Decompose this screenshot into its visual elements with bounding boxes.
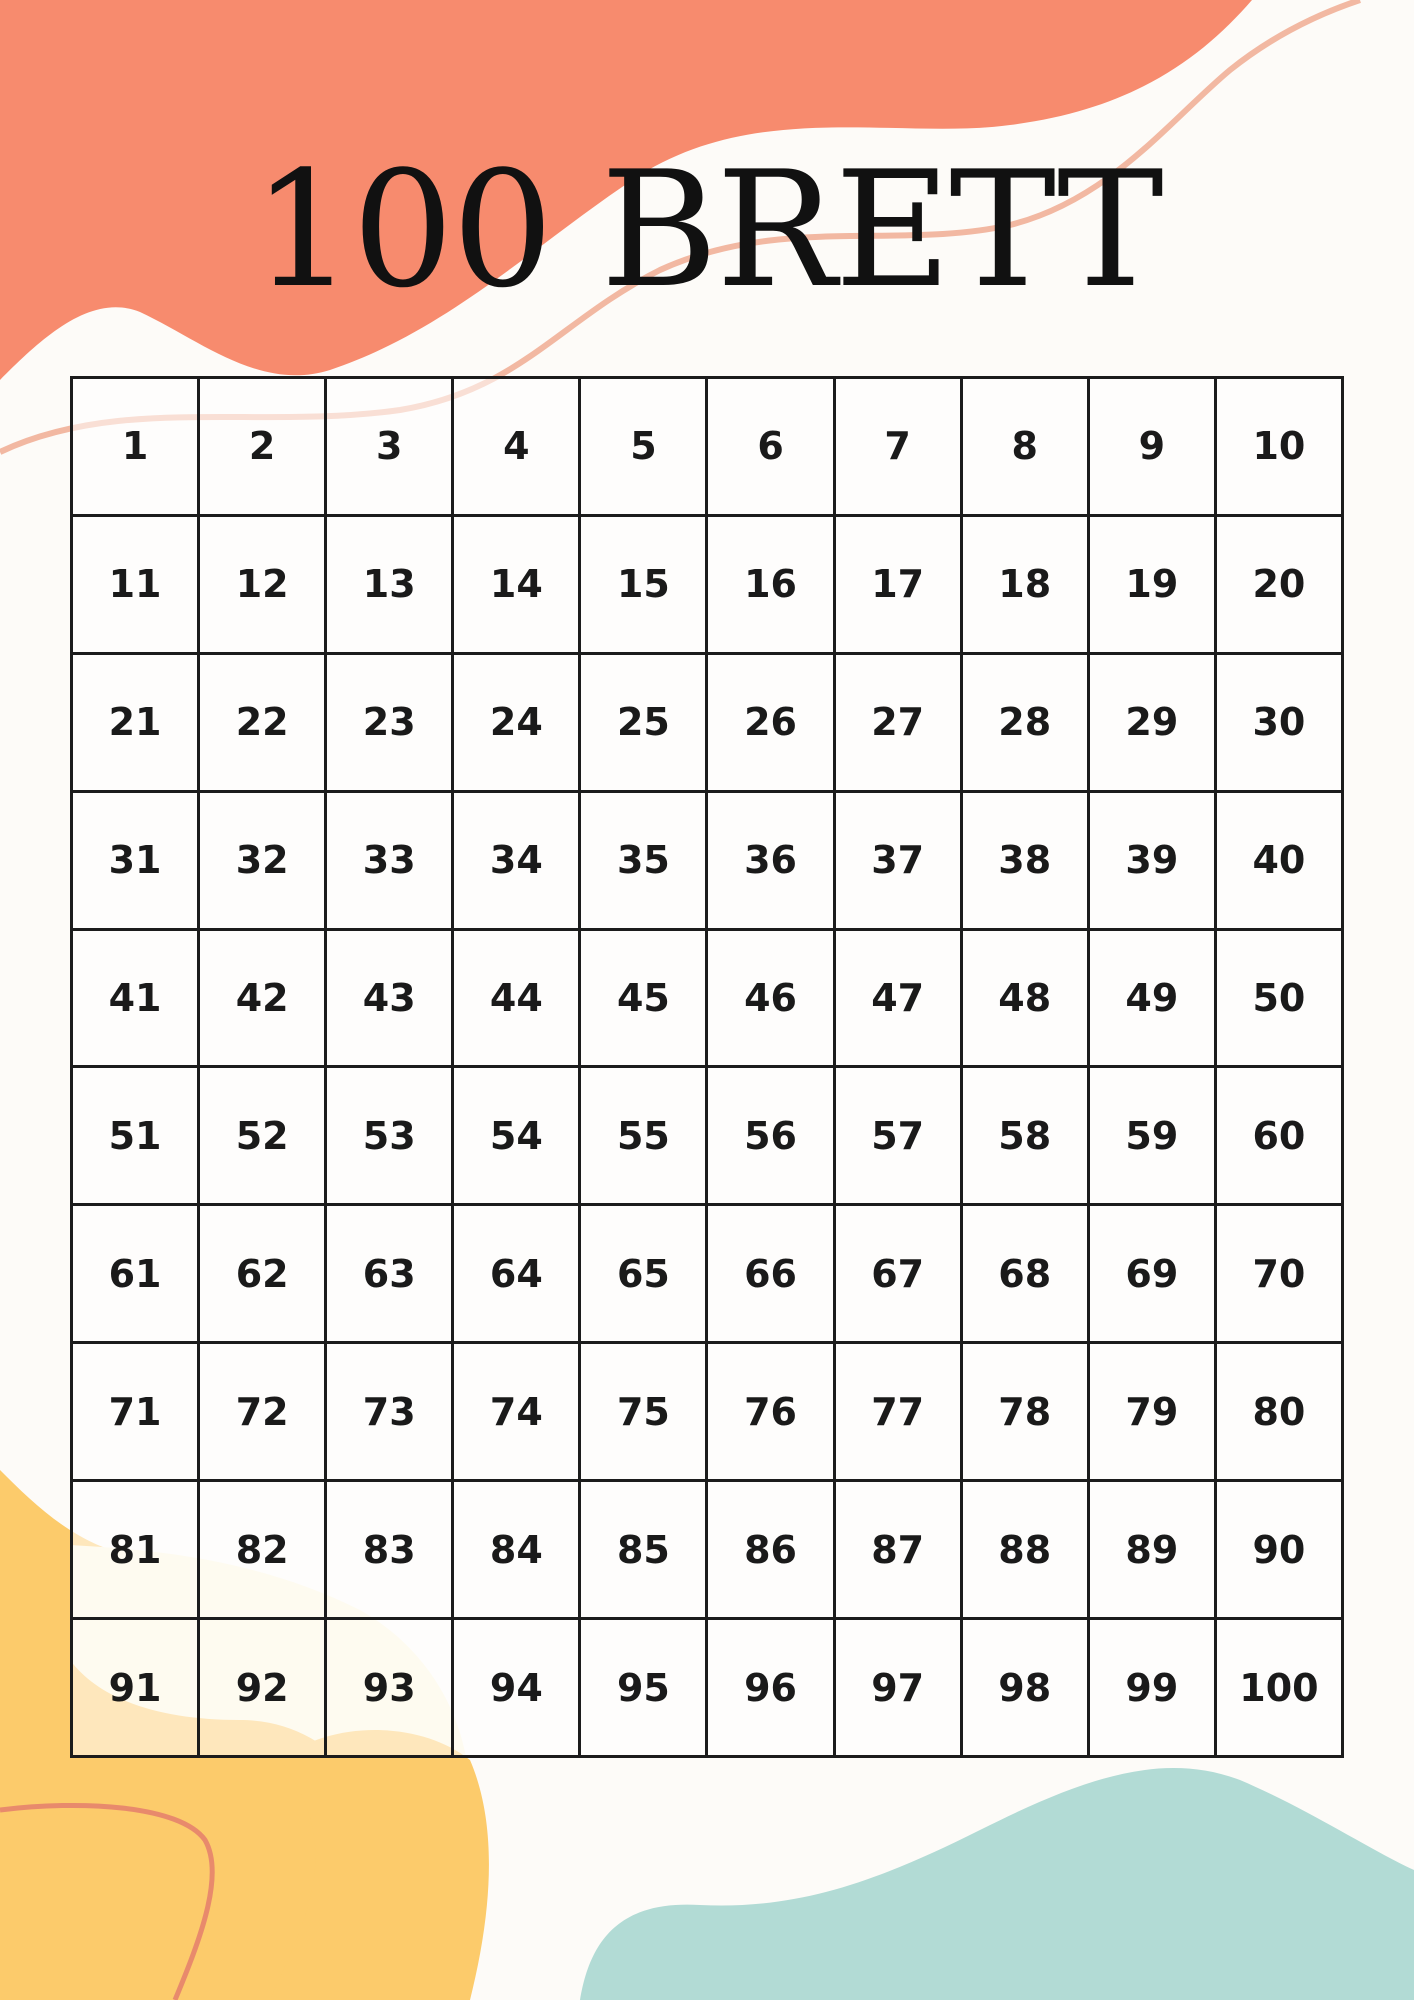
number-cell: 87 (836, 1482, 963, 1620)
number-cell: 73 (327, 1344, 454, 1482)
number-cell: 60 (1217, 1068, 1344, 1206)
number-cell: 4 (454, 379, 581, 517)
number-cell: 95 (581, 1620, 708, 1758)
number-cell: 89 (1090, 1482, 1217, 1620)
number-cell: 3 (327, 379, 454, 517)
hundred-board-grid (70, 376, 1344, 1758)
number-cell: 59 (1090, 1068, 1217, 1206)
number-cell: 19 (1090, 517, 1217, 655)
number-cell: 53 (327, 1068, 454, 1206)
number-cell: 65 (581, 1206, 708, 1344)
number-cell: 98 (963, 1620, 1090, 1758)
number-cell: 15 (581, 517, 708, 655)
number-cell: 82 (200, 1482, 327, 1620)
number-cell: 58 (963, 1068, 1090, 1206)
number-cell: 66 (708, 1206, 835, 1344)
number-cell: 32 (200, 793, 327, 931)
number-cell: 54 (454, 1068, 581, 1206)
number-cell: 90 (1217, 1482, 1344, 1620)
number-cell: 12 (200, 517, 327, 655)
number-cell: 62 (200, 1206, 327, 1344)
number-cell: 49 (1090, 931, 1217, 1069)
number-cell: 74 (454, 1344, 581, 1482)
number-cell: 45 (581, 931, 708, 1069)
number-cell: 37 (836, 793, 963, 931)
number-cell: 57 (836, 1068, 963, 1206)
number-cell: 55 (581, 1068, 708, 1206)
number-cell: 20 (1217, 517, 1344, 655)
number-cell: 18 (963, 517, 1090, 655)
number-cell: 68 (963, 1206, 1090, 1344)
number-cell: 47 (836, 931, 963, 1069)
number-cell: 51 (73, 1068, 200, 1206)
number-cell: 79 (1090, 1344, 1217, 1482)
number-cell: 76 (708, 1344, 835, 1482)
page-title: 100 BRETT (252, 136, 1162, 323)
number-cell: 83 (327, 1482, 454, 1620)
number-cell: 48 (963, 931, 1090, 1069)
number-cell: 50 (1217, 931, 1344, 1069)
number-cell: 85 (581, 1482, 708, 1620)
number-cell: 11 (73, 517, 200, 655)
number-cell: 81 (73, 1482, 200, 1620)
number-cell: 2 (200, 379, 327, 517)
number-cell: 42 (200, 931, 327, 1069)
number-cell: 27 (836, 655, 963, 793)
number-cell: 21 (73, 655, 200, 793)
number-cell: 14 (454, 517, 581, 655)
number-cell: 99 (1090, 1620, 1217, 1758)
number-cell: 25 (581, 655, 708, 793)
number-cell: 40 (1217, 793, 1344, 931)
number-cell: 34 (454, 793, 581, 931)
teal-blob-bottom (580, 1768, 1414, 2000)
number-cell: 6 (708, 379, 835, 517)
number-cell: 30 (1217, 655, 1344, 793)
number-cell: 13 (327, 517, 454, 655)
number-cell: 77 (836, 1344, 963, 1482)
number-cell: 56 (708, 1068, 835, 1206)
number-cell: 5 (581, 379, 708, 517)
number-cell: 35 (581, 793, 708, 931)
number-cell: 36 (708, 793, 835, 931)
number-cell: 7 (836, 379, 963, 517)
number-cell: 94 (454, 1620, 581, 1758)
number-cell: 8 (963, 379, 1090, 517)
number-cell: 91 (73, 1620, 200, 1758)
number-cell: 69 (1090, 1206, 1217, 1344)
number-cell: 97 (836, 1620, 963, 1758)
number-cell: 84 (454, 1482, 581, 1620)
number-cell: 92 (200, 1620, 327, 1758)
number-cell: 43 (327, 931, 454, 1069)
number-cell: 16 (708, 517, 835, 655)
number-cell: 72 (200, 1344, 327, 1482)
number-cell: 52 (200, 1068, 327, 1206)
number-cell: 93 (327, 1620, 454, 1758)
number-cell: 64 (454, 1206, 581, 1344)
number-cell: 28 (963, 655, 1090, 793)
number-cell: 96 (708, 1620, 835, 1758)
number-cell: 17 (836, 517, 963, 655)
number-cell: 38 (963, 793, 1090, 931)
number-cell: 88 (963, 1482, 1090, 1620)
number-cell: 1 (73, 379, 200, 517)
number-cell: 44 (454, 931, 581, 1069)
number-cell: 63 (327, 1206, 454, 1344)
number-cell: 75 (581, 1344, 708, 1482)
number-cell: 46 (708, 931, 835, 1069)
number-cell: 61 (73, 1206, 200, 1344)
number-cell: 78 (963, 1344, 1090, 1482)
number-cell: 41 (73, 931, 200, 1069)
number-cell: 70 (1217, 1206, 1344, 1344)
number-cell: 100 (1217, 1620, 1344, 1758)
number-cell: 9 (1090, 379, 1217, 517)
number-cell: 29 (1090, 655, 1217, 793)
number-cell: 26 (708, 655, 835, 793)
number-cell: 24 (454, 655, 581, 793)
number-cell: 67 (836, 1206, 963, 1344)
number-cell: 22 (200, 655, 327, 793)
number-cell: 39 (1090, 793, 1217, 931)
number-cell: 86 (708, 1482, 835, 1620)
number-cell: 80 (1217, 1344, 1344, 1482)
number-cell: 23 (327, 655, 454, 793)
number-cell: 31 (73, 793, 200, 931)
number-cell: 71 (73, 1344, 200, 1482)
number-cell: 10 (1217, 379, 1344, 517)
number-cell: 33 (327, 793, 454, 931)
